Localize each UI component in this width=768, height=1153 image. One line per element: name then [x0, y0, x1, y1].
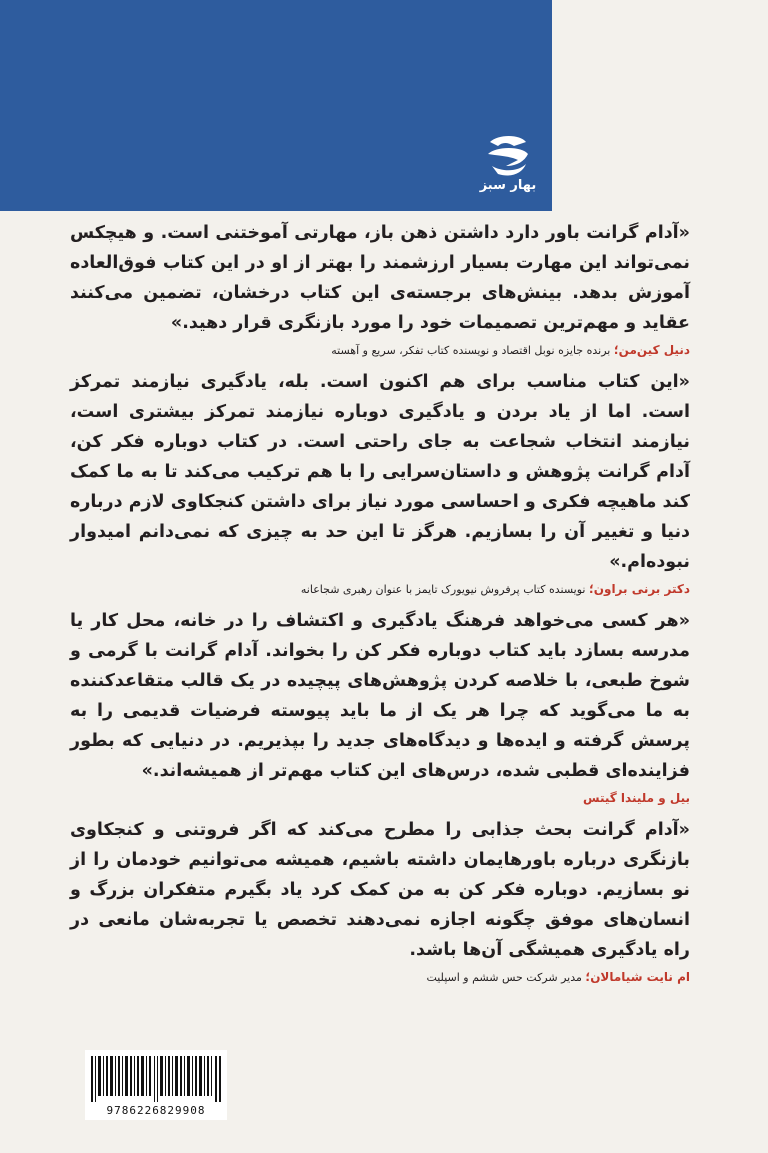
- endorsement-attribution: [70, 340, 690, 361]
- endorser-role: مدیر شرکت حس ششم و اسپلیت: [426, 971, 586, 984]
- barcode-icon: [91, 1056, 221, 1102]
- endorser-name: دنیل کین‌من؛: [613, 343, 690, 357]
- endorser-name: ام نایت شیامالان؛: [585, 970, 690, 984]
- endorsement-attribution: [70, 788, 690, 809]
- endorser-role: برنده جایزه نوبل اقتصاد و نویسنده کتاب تفکر، سریع و آهسته: [331, 344, 614, 357]
- endorsement-quote: «آدام گرانت باور دارد داشتن ذهن باز، مهارتی آموختنی است. و هیچکس نمی‌تواند این مهارت بسیار ارزشمند را بهتر از او در این کتاب فوق‌العاده آموزش بدهد. بینش‌های برجسته‌ی این کتاب درخشان، تضمین می‌کنند عقاید و مهم‌ترین تصمیمات خود را مورد بازنگری قرار دهید.»: [70, 223, 690, 333]
- publisher-logo-icon: [476, 132, 540, 178]
- endorser-name: بیل و ملیندا گیتس: [582, 791, 690, 805]
- endorsement-quote: «این کتاب مناسب برای هم اکنون است. بله، یادگیری نیازمند تمرکز است. اما از یاد بردن و یادگیری دوباره نیازمند تمرکز بیشتری است، نیازمند انتخاب شجاعت به جای راحتی است. در کتاب دوباره فکر کن، آدام گرانت پژوهش و داستان‌سرایی را با هم ترکیب می‌کند تا به ما کمک کند ماهیچه فکری و احساسی مورد نیاز برای داشتن کنجکاوی لازم درباره دنیا و تغییر آن را بسازیم. هرگز تا این حد به چیزی که نمی‌دانم امیدوار نبوده‌ام.»: [70, 372, 690, 572]
- isbn-barcode: [85, 1050, 227, 1120]
- endorsement-quote: «هر کسی می‌خواهد فرهنگ یادگیری و اکتشاف را در خانه، محل کار یا مدرسه بسازد باید کتاب دوباره فکر کن را بخواند. آدام گرانت با گرمی و شوخ طبعی، با خلاصه کردن پژوهش‌های پیچیده در یک قالب متقاعدکننده به ما می‌گوید که چرا هر یک از ما باید پیوسته فرضیات قدیمی را به پرسش گرفته و ایده‌ها و دیدگاه‌های جدید را بپذیریم. در دنیایی که بطور فزاینده‌ای قطبی شده، درس‌های این کتاب مهم‌تر از همیشه‌اند.»: [70, 611, 690, 781]
- isbn-number: 9786226829908: [106, 1104, 206, 1117]
- publisher-banner: [0, 0, 552, 211]
- endorsements: [70, 218, 690, 994]
- endorsement-attribution: [70, 579, 690, 600]
- endorser-role: نویسنده کتاب پرفروش نیویورک تایمز با عنوان رهبری شجاعانه: [300, 583, 589, 596]
- publisher-logo: [476, 132, 540, 202]
- endorser-name: دکتر برنی براون؛: [588, 582, 690, 596]
- endorsement-attribution: [70, 967, 690, 988]
- publisher-name: بهار سبز: [479, 178, 537, 193]
- endorsement-quote: «آدام گرانت بحث جذابی را مطرح می‌کند که اگر فروتنی و کنجکاوی بازنگری درباره باورهایمان داشته باشیم، همیشه می‌توانیم خودمان را از نو بسازیم. دوباره فکر کن به من کمک کرد یاد بگیرم متفکران بزرگ و انسان‌های موفق چگونه اجازه نمی‌دهند تخصص یا تجربه‌شان مانعی در راه یادگیری همیشگی آن‌ها باشد.: [70, 820, 690, 960]
